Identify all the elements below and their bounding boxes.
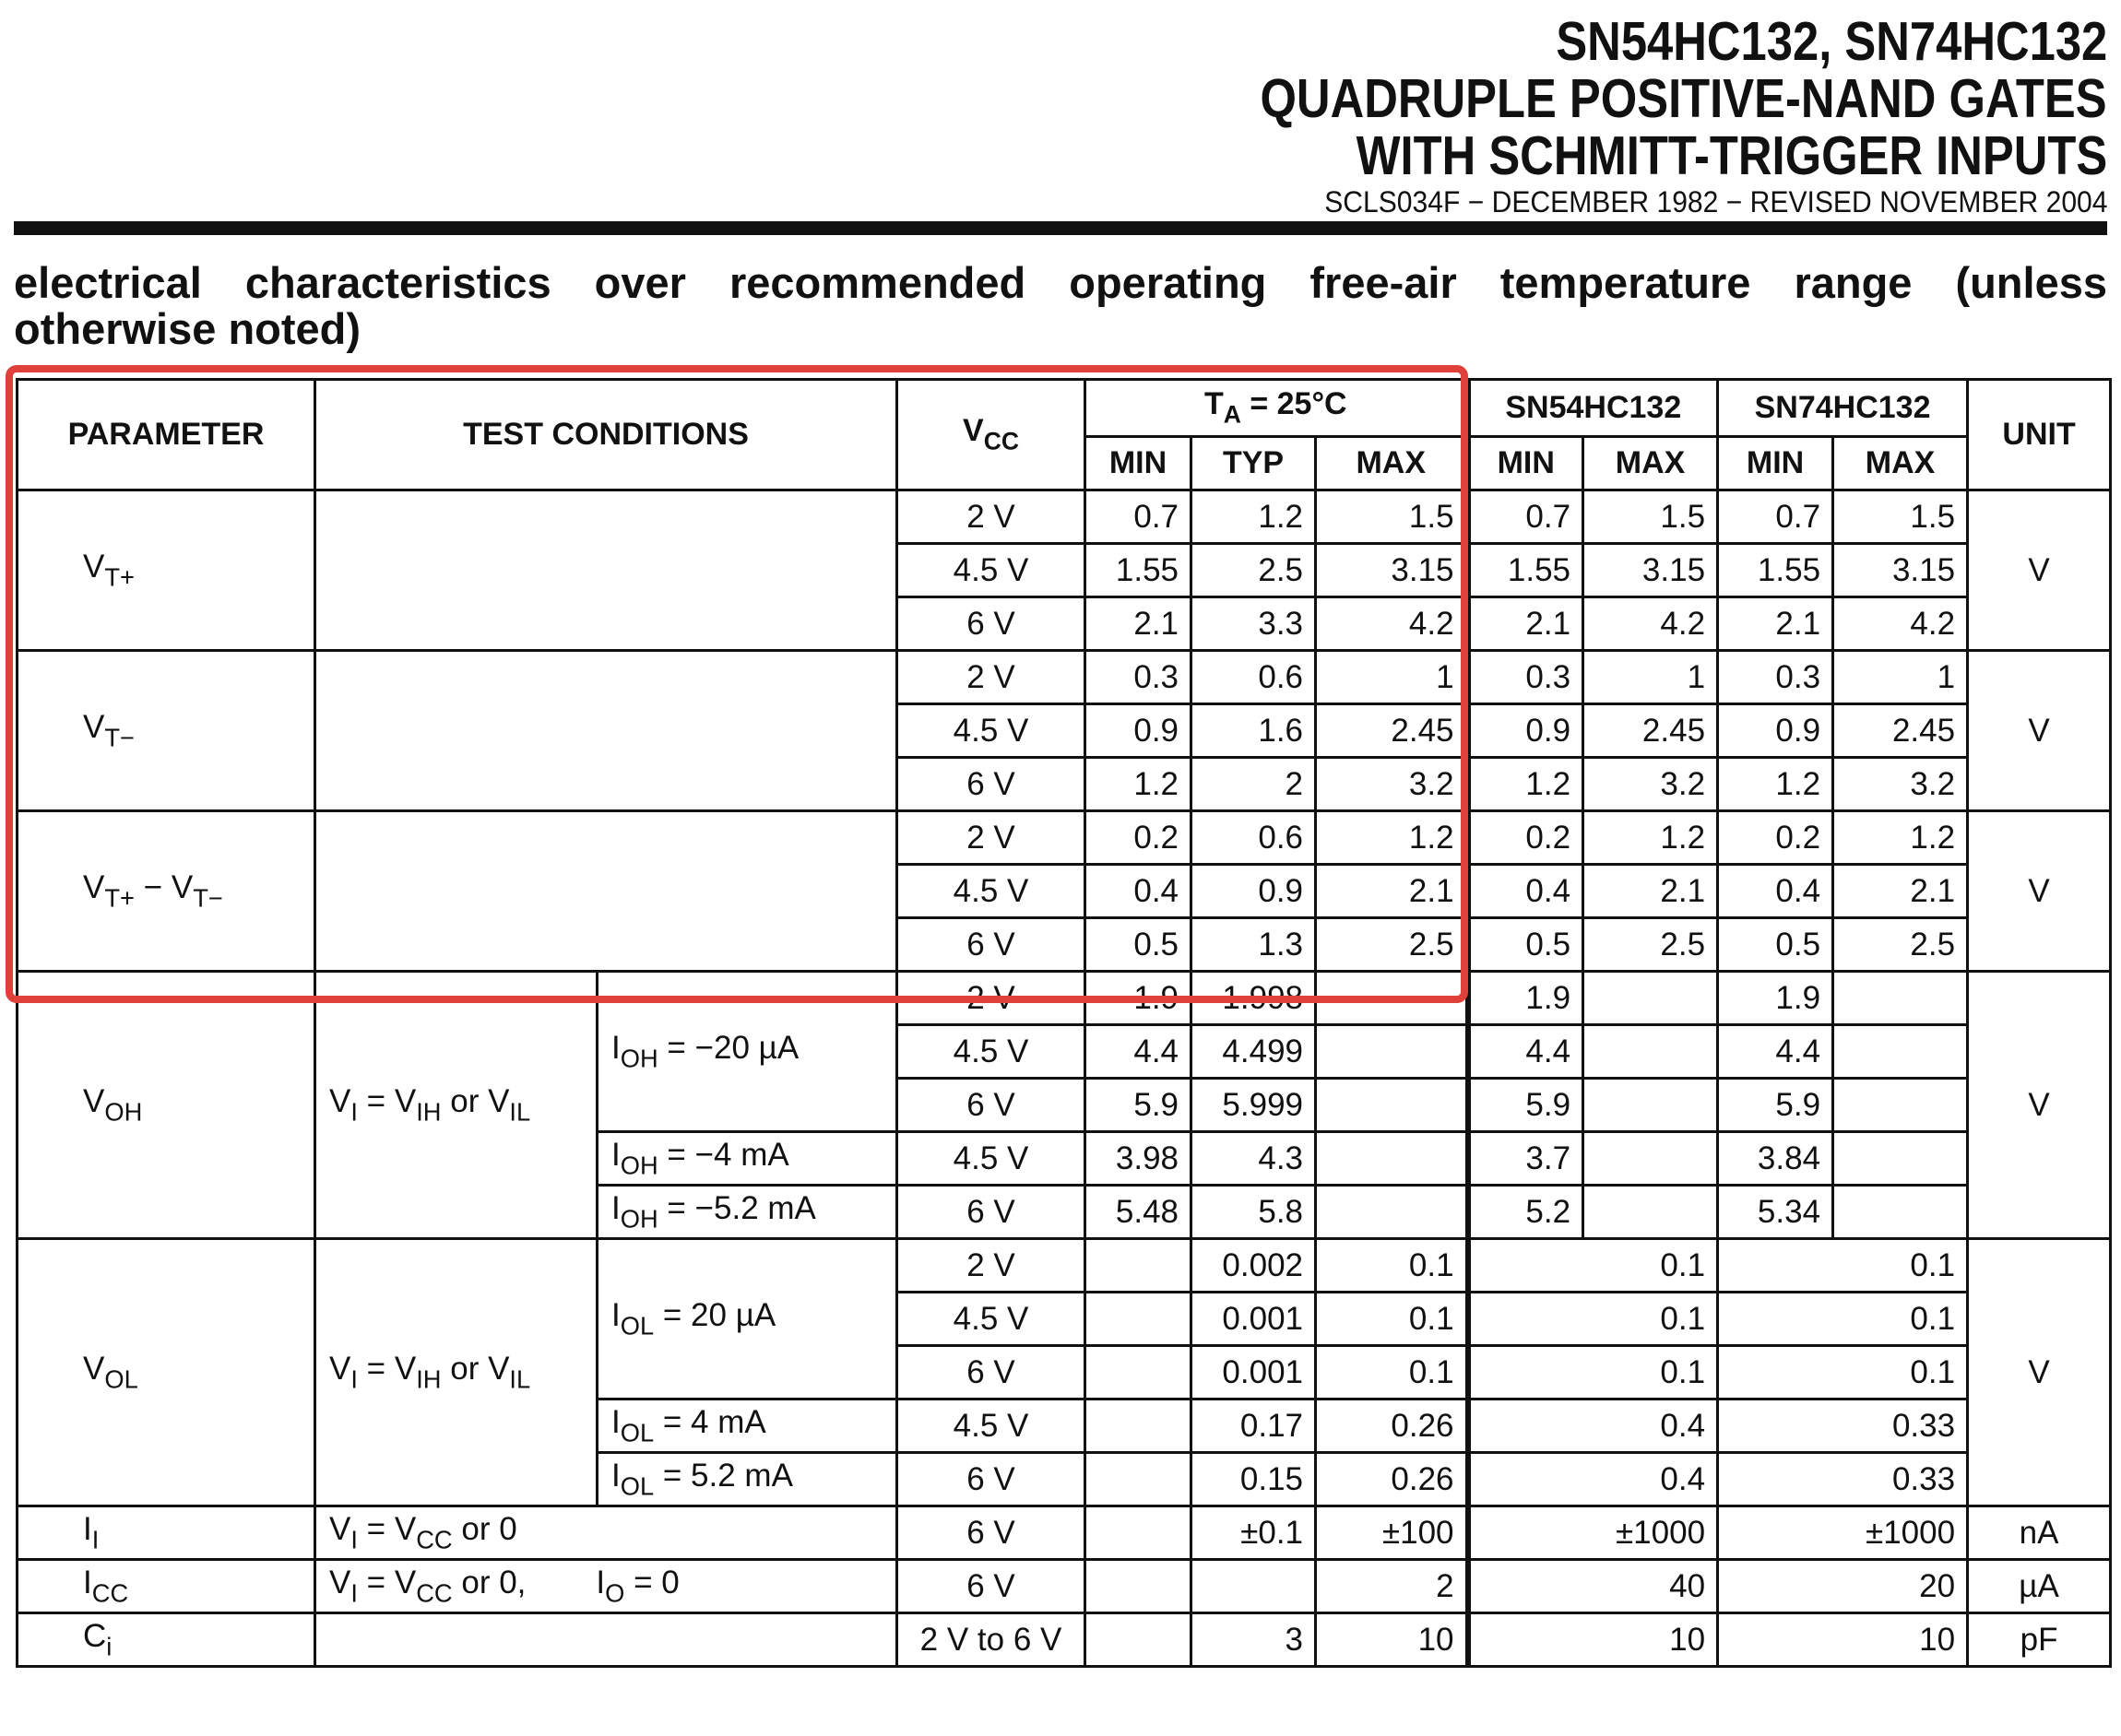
ta-typ: 2.5 xyxy=(1191,544,1316,597)
sn74-max: 0.1 xyxy=(1833,1346,1968,1399)
vcc-cell: 6 V xyxy=(897,1560,1085,1613)
sn54-min xyxy=(1468,1453,1583,1506)
param-vol: $V_{OL}$ xyxy=(18,1239,315,1506)
sn54-min: 5.9 xyxy=(1468,1079,1583,1132)
sn54-min: 0.9 xyxy=(1468,704,1583,758)
vol-load-20ua: $I_{OL} = 20$ µA xyxy=(598,1239,897,1399)
param-icc: $I_{CC}$ xyxy=(18,1560,315,1613)
unit-cell: V xyxy=(1968,811,2111,972)
unit-cell: nA xyxy=(1968,1506,2111,1560)
sn74-min: 2.1 xyxy=(1718,597,1833,651)
ta-min: 5.48 xyxy=(1085,1186,1191,1239)
sn54-max: 1 xyxy=(1583,651,1718,704)
param-ci: $C_i$ xyxy=(18,1613,315,1667)
vcc-cell: 6 V xyxy=(897,758,1085,811)
sn54-min: 4.4 xyxy=(1468,1025,1583,1079)
ta-min: 5.9 xyxy=(1085,1079,1191,1132)
sn54-max: 40 xyxy=(1468,1560,1718,1613)
sn54-max: 0.1 xyxy=(1583,1346,1718,1399)
ta-max: 2 xyxy=(1316,1560,1468,1613)
ta-min: 3.98 xyxy=(1085,1132,1191,1186)
unit-cell: V xyxy=(1968,490,2111,651)
vcc-cell: 4.5 V xyxy=(897,544,1085,597)
section-title-line1: electrical characteristics over recommended operating free-air temperature range (unless xyxy=(14,258,2107,307)
vcc-cell: 6 V xyxy=(897,918,1085,972)
sn54-max: 0.1 xyxy=(1583,1293,1718,1346)
ta-min xyxy=(1085,1346,1191,1399)
table-row xyxy=(18,490,2111,544)
voh-load-20ua: $I_{OH} = -20$ µA xyxy=(598,972,897,1132)
sn54-max: 4.2 xyxy=(1583,597,1718,651)
ta-min: 0.2 xyxy=(1085,811,1191,865)
ta-max xyxy=(1316,1025,1468,1079)
ta-max: 2.45 xyxy=(1316,704,1468,758)
sn54-max xyxy=(1583,1025,1718,1079)
icc-condition: $V_I = V_{CC}$ or 0, $I_O = 0$ xyxy=(315,1560,897,1613)
ii-condition: $V_I = V_{CC}$ or 0 xyxy=(315,1506,897,1560)
test-conditions-empty xyxy=(315,811,897,972)
ta-min: 0.4 xyxy=(1085,865,1191,918)
device-description-title: QUADRUPLE POSITIVE-NAND GATES xyxy=(1260,68,2107,129)
ta-max: 2.5 xyxy=(1316,918,1468,972)
header-sn74-min: MIN xyxy=(1718,437,1833,490)
sn54-min: 0.7 xyxy=(1468,490,1583,544)
sn54-min xyxy=(1468,1293,1583,1346)
sn74-min: 0.5 xyxy=(1718,918,1833,972)
header-ta-typ: TYP xyxy=(1191,437,1316,490)
unit-cell: µA xyxy=(1968,1560,2111,1613)
ta-typ: 3.3 xyxy=(1191,597,1316,651)
ta-typ: 0.001 xyxy=(1191,1293,1316,1346)
sn74-max xyxy=(1833,1186,1968,1239)
vcc-cell: 2 V xyxy=(897,1239,1085,1293)
voh-load-4ma: $I_{OH} = -4$ mA xyxy=(598,1132,897,1186)
ta-max: 1 xyxy=(1316,651,1468,704)
table-row xyxy=(18,972,2111,1025)
ta-typ: 0.6 xyxy=(1191,811,1316,865)
table-row xyxy=(18,1613,2111,1667)
ta-typ: 5.8 xyxy=(1191,1186,1316,1239)
sn74-max: 0.1 xyxy=(1833,1293,1968,1346)
unit-cell: V xyxy=(1968,1239,2111,1506)
sn74-min: 0.9 xyxy=(1718,704,1833,758)
ta-typ: 2 xyxy=(1191,758,1316,811)
sn54-min: 1.2 xyxy=(1468,758,1583,811)
test-conditions-empty xyxy=(315,490,897,651)
sn54-max: ±1000 xyxy=(1468,1506,1718,1560)
sn74-max: 1 xyxy=(1833,651,1968,704)
ta-typ: 0.002 xyxy=(1191,1239,1316,1293)
ta-min xyxy=(1085,1613,1191,1667)
device-feature-title: WITH SCHMITT-TRIGGER INPUTS xyxy=(1356,125,2107,186)
ta-typ: 0.6 xyxy=(1191,651,1316,704)
sn54-min: 5.2 xyxy=(1468,1186,1583,1239)
header-ta-min: MIN xyxy=(1085,437,1191,490)
sn74-min: 0.3 xyxy=(1718,651,1833,704)
ta-typ: 4.499 xyxy=(1191,1025,1316,1079)
sn74-min: 1.55 xyxy=(1718,544,1833,597)
ta-min: 2.1 xyxy=(1085,597,1191,651)
vcc-cell: 6 V xyxy=(897,1079,1085,1132)
sn54-min xyxy=(1468,1346,1583,1399)
ta-min: 0.3 xyxy=(1085,651,1191,704)
sn54-min: 0.4 xyxy=(1468,865,1583,918)
vcc-cell: 4.5 V xyxy=(897,1132,1085,1186)
ta-max: 3.15 xyxy=(1316,544,1468,597)
sn74-max: 2.1 xyxy=(1833,865,1968,918)
sn74-min: 1.2 xyxy=(1718,758,1833,811)
vcc-cell: 6 V xyxy=(897,1506,1085,1560)
vol-input-condition: $V_I = V_{IH}$ or $V_{IL}$ xyxy=(315,1239,598,1506)
vcc-cell: 4.5 V xyxy=(897,1025,1085,1079)
vcc-cell: 6 V xyxy=(897,597,1085,651)
ta-typ xyxy=(1191,1560,1316,1613)
header-sn54hc132: SN54HC132 xyxy=(1468,380,1718,437)
sn54-max: 0.4 xyxy=(1583,1453,1718,1506)
ta-min: 1.55 xyxy=(1085,544,1191,597)
sn54-min: 2.1 xyxy=(1468,597,1583,651)
sn74-min: 0.7 xyxy=(1718,490,1833,544)
header-sn74hc132: SN74HC132 xyxy=(1718,380,1968,437)
table-row xyxy=(18,1506,2111,1560)
vcc-cell: 6 V xyxy=(897,1346,1085,1399)
sn54-max: 3.15 xyxy=(1583,544,1718,597)
sn74-max: 0.33 xyxy=(1833,1453,1968,1506)
ta-max: 0.26 xyxy=(1316,1399,1468,1453)
ta-max: 10 xyxy=(1316,1613,1468,1667)
ta-max: 1.2 xyxy=(1316,811,1468,865)
sn74-max: 2.45 xyxy=(1833,704,1968,758)
vol-load-4ma: $I_{OL} = 4$ mA xyxy=(598,1399,897,1453)
sn54-max: 10 xyxy=(1468,1613,1718,1667)
header-sn74-max: MAX xyxy=(1833,437,1968,490)
sn54-min: 1.9 xyxy=(1468,972,1583,1025)
header-sn54-max: MAX xyxy=(1583,437,1718,490)
sn54-max xyxy=(1583,1079,1718,1132)
sn74-max: 4.2 xyxy=(1833,597,1968,651)
sn54-max xyxy=(1583,1186,1718,1239)
table-row xyxy=(18,1239,2111,1293)
sn74-min: 0.4 xyxy=(1718,865,1833,918)
sn74-max: 20 xyxy=(1718,1560,1968,1613)
param-vt-minus: $V_{T-}$ xyxy=(18,651,315,811)
sn74-max: 0.33 xyxy=(1833,1399,1968,1453)
ta-typ: 1.3 xyxy=(1191,918,1316,972)
section-title xyxy=(14,260,2107,352)
header-vcc: $V_{CC}$ xyxy=(897,380,1085,490)
table-row xyxy=(18,651,2111,704)
header-ta-max: MAX xyxy=(1316,437,1468,490)
ta-typ: 0.17 xyxy=(1191,1399,1316,1453)
unit-cell: V xyxy=(1968,651,2111,811)
vcc-cell: 6 V xyxy=(897,1453,1085,1506)
ta-min: 0.7 xyxy=(1085,490,1191,544)
sn74-min xyxy=(1718,1239,1833,1293)
ci-condition-empty xyxy=(315,1613,897,1667)
vol-load-5-2ma: $I_{OL} = 5.2$ mA xyxy=(598,1453,897,1506)
header-parameter: PARAMETER xyxy=(18,380,315,490)
ta-typ: ±0.1 xyxy=(1191,1506,1316,1560)
ta-min xyxy=(1085,1239,1191,1293)
unit-cell: V xyxy=(1968,972,2111,1239)
sn74-min xyxy=(1718,1399,1833,1453)
ta-max: 4.2 xyxy=(1316,597,1468,651)
sn74-min xyxy=(1718,1453,1833,1506)
table-row xyxy=(18,1560,2111,1613)
sn74-max xyxy=(1833,1025,1968,1079)
ta-typ: 0.001 xyxy=(1191,1346,1316,1399)
ta-typ: 0.15 xyxy=(1191,1453,1316,1506)
ta-max: 0.1 xyxy=(1316,1346,1468,1399)
table-row xyxy=(18,811,2111,865)
sn74-min: 4.4 xyxy=(1718,1025,1833,1079)
sn54-max xyxy=(1583,972,1718,1025)
ta-max xyxy=(1316,1079,1468,1132)
ta-typ: 4.3 xyxy=(1191,1132,1316,1186)
unit-cell: pF xyxy=(1968,1613,2111,1667)
ta-min xyxy=(1085,1453,1191,1506)
ta-max xyxy=(1316,1186,1468,1239)
sn74-min: 5.34 xyxy=(1718,1186,1833,1239)
sn74-max: 10 xyxy=(1718,1613,1968,1667)
sn54-min: 1.55 xyxy=(1468,544,1583,597)
sn74-min xyxy=(1718,1293,1833,1346)
sn74-max xyxy=(1833,972,1968,1025)
sn74-max: 1.2 xyxy=(1833,811,1968,865)
ta-max: 0.26 xyxy=(1316,1453,1468,1506)
section-title-line2: otherwise noted) xyxy=(14,304,361,353)
sn54-max: 2.1 xyxy=(1583,865,1718,918)
sn74-min: 5.9 xyxy=(1718,1079,1833,1132)
sn54-max: 2.5 xyxy=(1583,918,1718,972)
header-ta-25c: $T_A = 25^\circ C$ xyxy=(1085,380,1468,437)
sn74-max: ±1000 xyxy=(1718,1506,1968,1560)
header-test-conditions: TEST CONDITIONS xyxy=(315,380,897,490)
sn74-max xyxy=(1833,1079,1968,1132)
sn74-max xyxy=(1833,1132,1968,1186)
sn54-min xyxy=(1468,1239,1583,1293)
vcc-cell: 4.5 V xyxy=(897,865,1085,918)
document-id: SCLS034F − DECEMBER 1982 − REVISED NOVEMBER 2004 xyxy=(1323,185,2107,218)
ta-max: 0.1 xyxy=(1316,1239,1468,1293)
electrical-characteristics-table xyxy=(16,378,2112,1668)
ta-min: 4.4 xyxy=(1085,1025,1191,1079)
sn54-min: 0.5 xyxy=(1468,918,1583,972)
ta-typ: 0.9 xyxy=(1191,865,1316,918)
sn54-max xyxy=(1583,1132,1718,1186)
sn54-min xyxy=(1468,1399,1583,1453)
test-conditions-empty xyxy=(315,651,897,811)
ta-min xyxy=(1085,1293,1191,1346)
ta-max xyxy=(1316,972,1468,1025)
sn74-max: 0.1 xyxy=(1833,1239,1968,1293)
ta-min: 0.9 xyxy=(1085,704,1191,758)
vcc-cell: 2 V xyxy=(897,651,1085,704)
sn74-min xyxy=(1718,1346,1833,1399)
sn54-max: 2.45 xyxy=(1583,704,1718,758)
sn74-max: 3.15 xyxy=(1833,544,1968,597)
vcc-cell: 2 V xyxy=(897,811,1085,865)
ta-typ: 1.6 xyxy=(1191,704,1316,758)
sn54-max: 0.4 xyxy=(1583,1399,1718,1453)
sn54-max: 1.5 xyxy=(1583,490,1718,544)
sn54-min: 0.2 xyxy=(1468,811,1583,865)
ta-typ: 5.999 xyxy=(1191,1079,1316,1132)
ta-min xyxy=(1085,1506,1191,1560)
ta-max xyxy=(1316,1132,1468,1186)
voh-input-condition: $V_I = V_{IH}$ or $V_{IL}$ xyxy=(315,972,598,1239)
sn54-min: 3.7 xyxy=(1468,1132,1583,1186)
ta-typ: 1.2 xyxy=(1191,490,1316,544)
sn74-max: 2.5 xyxy=(1833,918,1968,972)
vcc-cell: 4.5 V xyxy=(897,704,1085,758)
header-unit: UNIT xyxy=(1968,380,2111,490)
sn74-max: 3.2 xyxy=(1833,758,1968,811)
sn74-max: 1.5 xyxy=(1833,490,1968,544)
voh-load-5-2ma: $I_{OH} = -5.2$ mA xyxy=(598,1186,897,1239)
vcc-cell: 2 V to 6 V xyxy=(897,1613,1085,1667)
ta-min: 0.5 xyxy=(1085,918,1191,972)
sn54-max: 1.2 xyxy=(1583,811,1718,865)
ta-max: 2.1 xyxy=(1316,865,1468,918)
ta-min: 1.2 xyxy=(1085,758,1191,811)
ta-typ: 1.998 xyxy=(1191,972,1316,1025)
sn54-min: 0.3 xyxy=(1468,651,1583,704)
vcc-cell: 4.5 V xyxy=(897,1293,1085,1346)
vcc-cell: 6 V xyxy=(897,1186,1085,1239)
param-vt-plus: $V_{T+}$ xyxy=(18,490,315,651)
sn54-max: 0.1 xyxy=(1583,1239,1718,1293)
part-number-title: SN54HC132, SN74HC132 xyxy=(1556,11,2107,72)
ta-max: ±100 xyxy=(1316,1506,1468,1560)
ta-min: 1.9 xyxy=(1085,972,1191,1025)
param-ii: $I_I$ xyxy=(18,1506,315,1560)
vcc-cell: 2 V xyxy=(897,490,1085,544)
sn74-min: 1.9 xyxy=(1718,972,1833,1025)
ta-min xyxy=(1085,1399,1191,1453)
ta-min xyxy=(1085,1560,1191,1613)
vcc-cell: 2 V xyxy=(897,972,1085,1025)
ta-max: 0.1 xyxy=(1316,1293,1468,1346)
sn74-min: 3.84 xyxy=(1718,1132,1833,1186)
vcc-cell: 4.5 V xyxy=(897,1399,1085,1453)
sn54-max: 3.2 xyxy=(1583,758,1718,811)
ta-max: 1.5 xyxy=(1316,490,1468,544)
param-voh: $V_{OH}$ xyxy=(18,972,315,1239)
header-rule xyxy=(14,221,2107,235)
param-hysteresis: $V_{T+} - V_{T-}$ xyxy=(18,811,315,972)
sn74-min: 0.2 xyxy=(1718,811,1833,865)
ta-max: 3.2 xyxy=(1316,758,1468,811)
ta-typ: 3 xyxy=(1191,1613,1316,1667)
header-sn54-min: MIN xyxy=(1468,437,1583,490)
